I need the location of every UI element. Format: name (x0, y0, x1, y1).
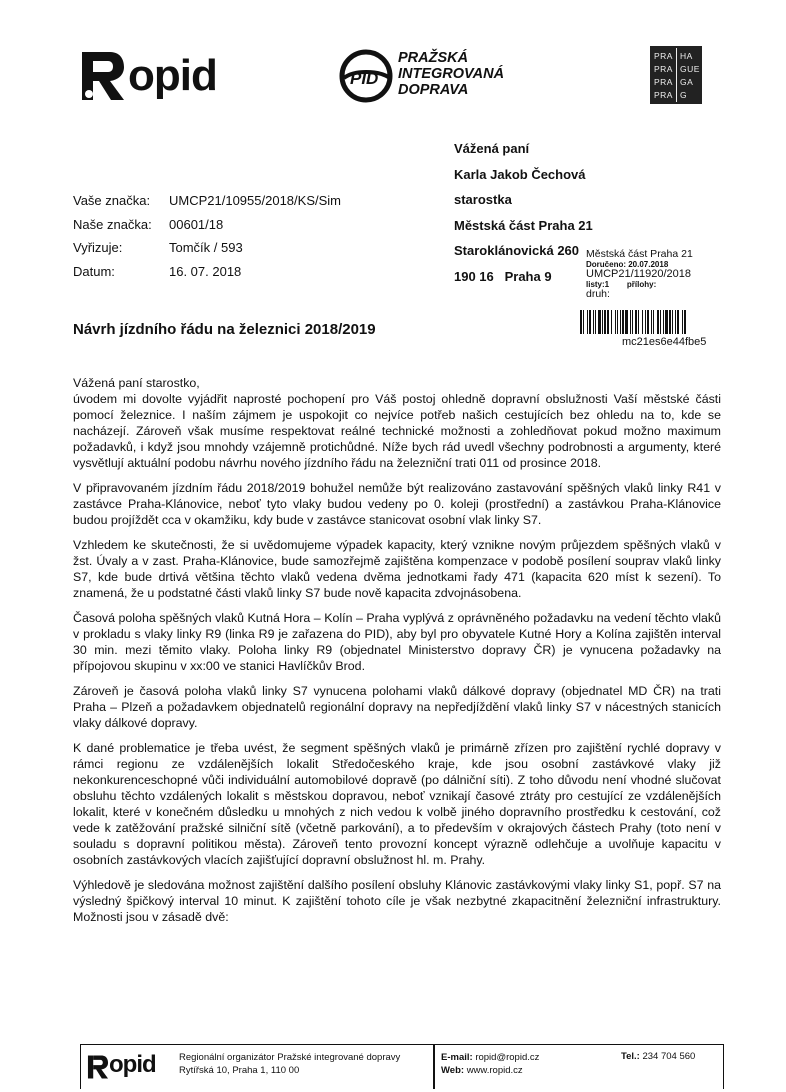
body-paragraph: Časová poloha spěšných vlaků Kutná Hora – Kolín – Praha vyplývá z oprávněného požadavku na vedení těchto vlaků v prokladu s vlaky linky R9 (linka R9 je zařazena do PID), aby byl pro obyvatele Kutné Hory a Kolína zajištěn interval 30 min. mezi těmito vlaky. Poloha linky R9 (objednatel Ministerstvo dopravy ČR) je vynucena požadavky na přípojovou skupinu v xx:00 ve stanici Havlíčkův Brod. (73, 611, 721, 673)
praha-cell: PRA (654, 77, 673, 87)
footer-web-link[interactable]: www.ropid.cz (466, 1065, 523, 1076)
body-paragraph: Výhledově je sledována možnost zajištění dalšího posílení obsluhy Klánovic zastávkovými vlaky linky S1, popř. S7 na výsledný špičkový interval 10 minut. K zajištění tohoto cíle je však nezbytné zkapacitnění železniční infrastruktury. Možnosti jsou v zásadě dvě: (73, 878, 721, 924)
praha-cell: PRA (654, 64, 673, 74)
barcode (580, 310, 774, 334)
stamp-type: druh: (586, 288, 610, 300)
ref-label: Naše značka: (73, 216, 152, 232)
praha-cell: PRA (654, 90, 673, 100)
footer-ropid-r-emblem (87, 1053, 109, 1081)
praha-logo (650, 46, 702, 104)
registry-stamp (586, 249, 776, 300)
body-paragraph: K dané problematice je třeba uvést, že segment spěšných vlaků je primárně zřízen pro zajištění rychlé dopravy v rámci regionu ze vzdálenějších lokalit Středočeského kraje, kde jsou osobní zastávkové vlaky již nekonkurenceschopné vůči individuální automobilové dopravě (po dálniční síti). Z toho důvodu není vhodné slučovat obsluhu těchto vzdálených lokalit s městskou dopravou, neboť vznikají časové ztráty pro cestující ze vzdálenějších lokalit, které v konečném důsledku u mnohých z nich vedou k volbě jiného dopravního prostředku k cestování, což vede k zatěžování pražské silniční sítě (včetně parkování), a to především v okrajových částech Prahy (toto není v souladu s dopravní politikou města). Zároveň tento provozní koncept výrazně odlehčuje a uvolňuje kapacitu v osobních zastávkových vlacích zajišťující dopravní obslužnost hl. m. Prahy. (73, 741, 721, 867)
addressee-city: 190 16 Praha 9 (454, 268, 552, 284)
footer-phone (621, 1051, 695, 1062)
pid-logo-text (398, 50, 504, 98)
footer-org-line-1: Regionální organizátor Pražské integrované dopravy (179, 1052, 401, 1063)
letter-body (73, 375, 721, 934)
barcode-text: mc21es6e44fbe5 (622, 336, 707, 348)
addressee-role: starostka (454, 192, 512, 207)
body-paragraph: úvodem mi dovolte vyjádřit naprosté pochopení pro Váš postoj ohledně dopravní obslužnosti Vaší městské části pomocí železnice. I naším zájmem je uspokojit co nejvíce potřeb našich cestujících bez ohledu na to, kde se nacházejí. Zároveň však musíme respektovat reálné technické možnosti a zohledňovat pokud možno maximum požadavků, i když jsou mnohdy vzájemně protichůdné. Níže bych rád uvedl všechny podrobnosti a argumenty, které vysvětlují aktuální podobu návrhu nového jízdního řádu na železniční trati 011 od prosince 2018. (73, 392, 721, 470)
praha-cell: PRA (654, 51, 673, 61)
footer-email-label: E-mail: (441, 1052, 473, 1063)
stamp-code: UMCP21/11920/2018 (586, 268, 691, 280)
praha-cell: HA (680, 51, 693, 61)
stamp-office: Městská část Praha 21 (586, 248, 693, 260)
ref-value: 16. 07. 2018 (169, 263, 242, 279)
footer-logo-text: opid (109, 1051, 156, 1078)
footer-org-line-2: Rytířská 10, Praha 1, 110 00 (179, 1065, 300, 1076)
footer-tel-label: Tel.: (621, 1051, 640, 1062)
footer-email-link[interactable]: ropid@ropid.cz (475, 1052, 540, 1063)
stamp-delivered: Doručeno: 20.07.2018 (586, 260, 669, 269)
ref-label: Vaše značka: (73, 193, 151, 208)
ref-label: Vyřizuje: (73, 240, 123, 255)
addressee-street: Staroklánovická 260 (454, 243, 580, 258)
stamp-sheets: listy:1 přílohy: (586, 280, 657, 289)
footer-web-label: Web: (441, 1065, 465, 1076)
letter-subject: Návrh jízdního řádu na železnici 2018/2019 (73, 321, 376, 338)
pid-emblem-icon (338, 48, 394, 104)
ref-row-date (73, 260, 341, 284)
pid-logo (338, 46, 518, 108)
body-paragraph: Vzhledem ke skutečnosti, že si uvědomujeme výpadek kapacity, který vznikne novým průjezdem spěšných vlaků v žst. Úvaly a v zast. Praha-Klánovice, bude samozřejmě zajištěna kompenzace v podobě posílení souprav vlaků linky S7, kde bude drtivá většina těchto vlaků vedena dvěma jednotkami řady 471 (kapacita 620 míst k sezení). To znamená, že u podstatné části vlaků linky S7 bude nově kapacita zdvojnásobena. (73, 538, 721, 600)
addressee-office: Městská část Praha 21 (454, 217, 593, 233)
addressee-name: Karla Jakob Čechová (454, 166, 586, 182)
svg-text:PID: PID (350, 69, 379, 88)
body-paragraph: Zároveň je časová poloha vlaků linky S7 vynucena polohami vlaků dálkové dopravy (objednatel MD ČR) na trati Praha – Plzeň a požadavkem objednatelů regionální dopravy na nepředjíždění vlaků linky S7 v nácestných stanicích vlaky dálkové dopravy. (73, 684, 721, 730)
ref-value: Tomčík / 593 (169, 240, 243, 255)
ref-row-handled-by (73, 236, 341, 260)
footer-contact (441, 1051, 539, 1077)
ref-value: UMCP21/10955/2018/KS/Sim (169, 193, 341, 208)
praha-cell: GA (680, 77, 694, 87)
ref-row-your-ref (73, 189, 341, 213)
footer-divider (433, 1045, 435, 1089)
footer-organization (179, 1051, 400, 1077)
ref-value: 00601/18 (169, 216, 224, 232)
ropid-logo-text: opid (128, 51, 217, 100)
ref-row-our-ref (73, 213, 341, 237)
pid-line-1: PRAŽSKÁ (398, 50, 469, 66)
pid-line-3: DOPRAVA (398, 82, 469, 98)
pid-line-2: INTEGROVANÁ (398, 66, 505, 82)
body-paragraph: V připravovaném jízdním řádu 2018/2019 bohužel nemůže být realizováno zastavování spěšných vlaků linky R41 v zastávce Praha-Klánovice, neboť tyto vlaky budou vedeny po 0. koleji (prostřední) a zastávkou Praha-Klánovice budou projíždět cca v okamžiku, kdy bude v zastávce stanicovat osobní vlak linky S7. (73, 481, 721, 527)
salutation: Vážená paní starostko, (73, 376, 200, 390)
letter-footer (80, 1044, 724, 1089)
ropid-logo (80, 48, 230, 104)
ref-label: Datum: (73, 263, 115, 279)
ropid-r-emblem (80, 50, 126, 102)
addressee-greeting: Vážená paní (454, 141, 530, 156)
praha-cell: G (680, 90, 688, 100)
footer-tel-value: 234 704 560 (642, 1051, 696, 1062)
praha-cell: GUE (680, 64, 700, 74)
reference-block (73, 189, 341, 283)
footer-ropid-logo (87, 1053, 171, 1083)
